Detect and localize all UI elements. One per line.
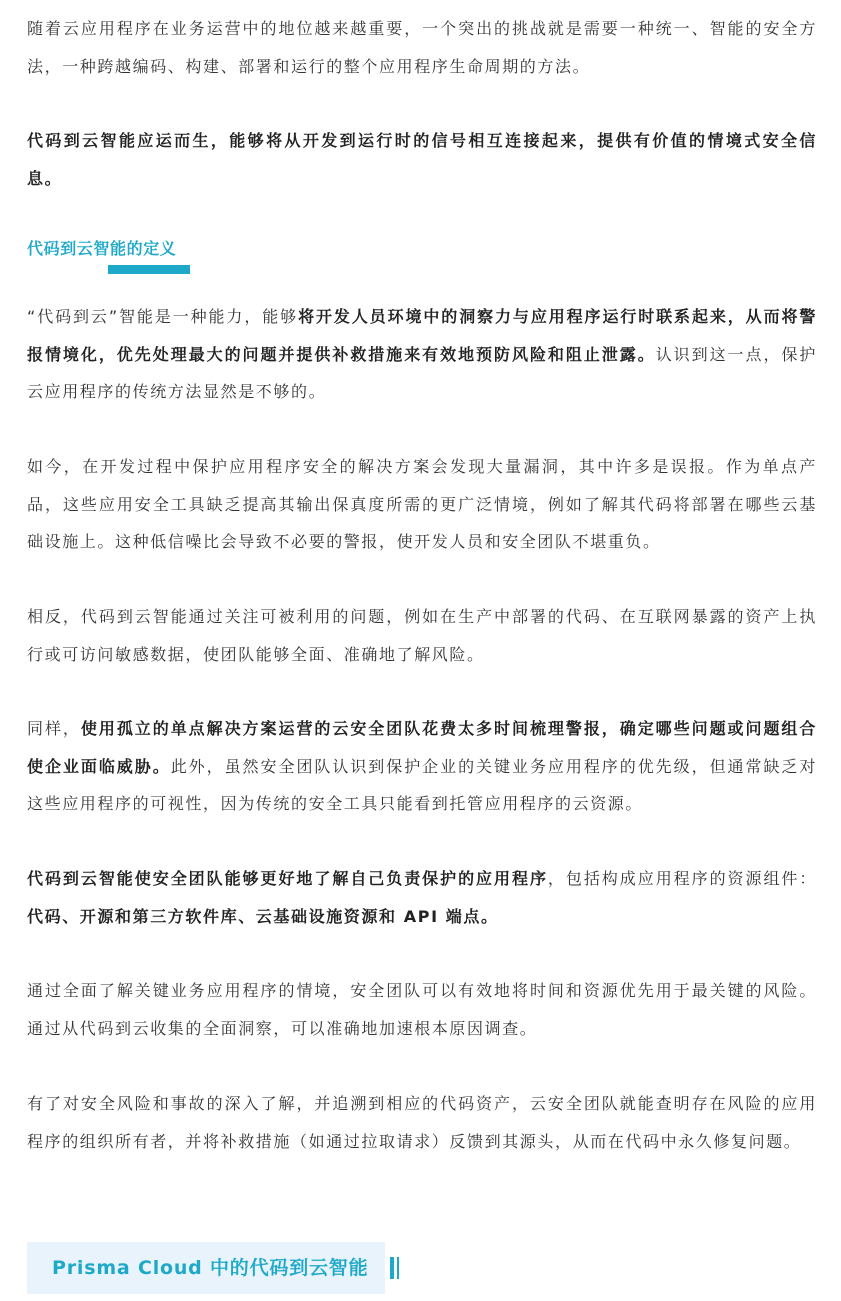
- definition-text-end: 认识到这一点，保护云应用程序的传统方法显然是不够的。: [27, 344, 817, 401]
- paragraph-remediation: 有了对安全风险和事故的深入了解，并追溯到相应的代码资产，云安全团队就能查明存在风险的应用程序的组织所有者，并将补救措施（如通过拉取请求）反馈到其源头，从而在代码中永久修复问题。: [27, 1094, 817, 1151]
- paragraph-contrast: 相反，代码到云智能通过关注可被利用的问题，例如在生产中部署的代码、在互联网暴露的资产上执行或可访问敏感数据，使团队能够全面、准确地了解风险。: [27, 607, 817, 664]
- paragraph-similarly: [27, 710, 817, 823]
- definition-bold: 将开发人员环境中的洞察力与应用程序运行时联系起来，从而将警报情境化，优先处理最大的问题并提供补救措施来有效地预防风险和阻止泄露。: [27, 307, 817, 364]
- similarly-bold: 使用孤立的单点解决方案运营的云安全团队花费太多时间梳理警报，确定哪些问题或问题组合使企业面临威胁。: [27, 719, 817, 776]
- components-bold-end: 代码、开源和第三方软件库、云基础设施资源和 API 端点。: [27, 906, 499, 926]
- similarly-text-end: 此外，虽然安全团队认识到保护企业的关键业务应用程序的优先级，但通常缺乏对这些应用程序的可视性，因为传统的安全工具只能看到托管应用程序的云资源。: [27, 756, 817, 813]
- heading-bar-decoration-thick: [390, 1257, 394, 1279]
- heading-underline-decoration: [108, 265, 190, 274]
- definition-text-start: “代码到云”智能是一种能力，能够: [27, 307, 299, 326]
- paragraph-intro: 随着云应用程序在业务运营中的地位越来越重要，一个突出的挑战就是需要一种统一、智能的安全方法，一种跨越编码、构建、部署和运行的整个应用程序生命周期的方法。: [27, 19, 817, 76]
- heading-bar-decoration-thin: [397, 1257, 399, 1279]
- paragraph-definition: [27, 298, 817, 411]
- similarly-text-start: 同样，: [27, 719, 81, 738]
- paragraph-bold-intro: 代码到云智能应运而生，能够将从开发到运行时的信号相互连接起来，提供有价值的情境式安全信息。: [27, 131, 817, 188]
- paragraph-context: 通过全面了解关键业务应用程序的情境，安全团队可以有效地将时间和资源优先用于最关键的风险。通过从代码到云收集的全面洞察，可以准确地加速根本原因调查。: [27, 981, 817, 1038]
- components-bold-start: 代码到云智能使安全团队能够更好地了解自己负责保护的应用程序: [27, 869, 548, 888]
- paragraph-today: 如今，在开发过程中保护应用程序安全的解决方案会发现大量漏洞，其中许多是误报。作为单点产品，这些应用安全工具缺乏提高其输出保真度所需的更广泛情境，例如了解其代码将部署在哪些云基础设施上。这种低信噪比会导致不必要的警报，使开发人员和安全团队不堪重负。: [27, 457, 817, 551]
- paragraph-components: [27, 860, 817, 935]
- section-heading-prisma: Prisma Cloud 中的代码到云智能: [52, 1257, 369, 1279]
- section-heading-definition: 代码到云智能的定义: [27, 239, 177, 258]
- components-text: ，包括构成应用程序的资源组件：: [547, 869, 817, 888]
